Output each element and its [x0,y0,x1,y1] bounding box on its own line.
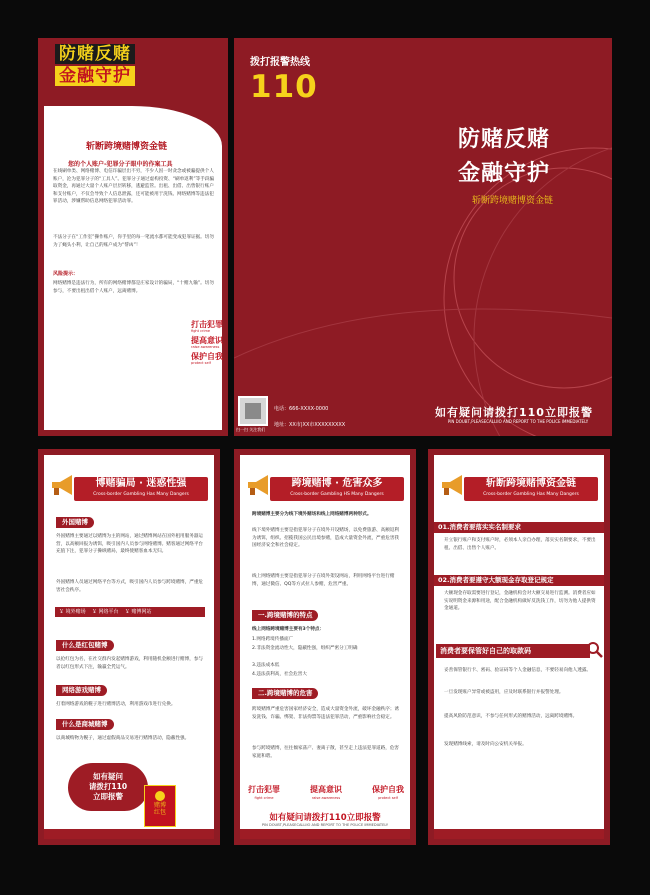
megaphone-icon [438,471,466,499]
section-large-cash: 02.消费者要遵守大额现金存取登记规定 [434,575,604,586]
megaphone-icon [48,471,76,499]
intro-text: 跨境赌博主要分为线下境外赌场和线上网络赌博两种形式。 [252,512,372,517]
section-text: 大额现金存取需要进行登记，金融机构会对大额交易进行监测。消费者应如实说明资金来源和用途，配合金融机构做好反洗钱工作，切勿为他人提供资金通道。 [444,591,596,612]
section-harms: 二.跨境赌博的危害 [252,688,318,699]
hotline-label: 拨打报警热线 [250,57,310,68]
report-call-en: PIN DOUBT,PLEASECALLIIO AND REPORT TO THE POLICE IMMEDIATELY [261,823,389,827]
band-item: ￥ 境外赌场 [59,609,86,615]
header-title: 斩断跨境赌博资金链 [486,478,576,489]
red-envelope-icon [144,785,176,827]
section-foreign-gambling: 外国赌博 [56,517,94,528]
contact-address: 地址：XX市|XX市XXXXXXXXX [274,422,346,428]
section-text: 以抢红包为名，在社交群内发起赌博游戏，利用随机金额进行赌博，参与者以红包形式下注，输赢全凭运气。 [56,657,204,670]
report-call: 如有疑问请拨打110立即报警 [269,813,381,823]
qr-caption: 扫一扫 关注我们 [236,427,266,432]
tag-en: raise awareness [311,796,341,800]
band-item: ￥ 赌博网站 [124,609,152,615]
front-left-subtitle: 斩断跨境赌博资金链 [86,142,168,152]
great-wall-decoration [240,829,410,839]
section-real-name: 01.消费者要落实实名制要求 [434,522,604,533]
cover-title-line1: 防赌反赌 [458,127,551,152]
para-text: 参与跨境赌博，往往倾家荡产、妻离子散，甚至走上违法犯罪道路，危害家庭和谐。 [252,746,400,759]
header-title: 跨境赌博 · 危害众多 [291,478,383,489]
section-text: 妥善保管银行卡、密码、验证码等个人金融信息，不要轻易向他人透露。 [444,668,592,673]
front-left-subhead: 风险提示： [53,271,79,277]
panel-body [434,455,604,839]
section-text: 开立银行账户和支付账户时，必须本人亲自办理，落实实名制要求，不要出租、出借、出售个人账户。 [444,538,596,551]
cover-title [458,123,550,191]
cover-title-line2: 金融守护 [458,161,551,186]
panel-header [44,469,214,507]
tag-cn: 保护自我 [191,352,223,361]
section-features: 一.跨境赌博的特点 [252,610,318,621]
front-left-body [44,106,222,430]
section-mall-gambling: 什么是商城赌博 [56,719,114,730]
section-red-packet: 什么是红包赌博 [56,640,114,651]
tag-fight-crime [191,320,223,334]
great-wall-decoration [44,829,214,839]
front-left-section-heading: 您的个人账户-犯罪分子眼中的作案工具 [68,161,173,168]
tag-raise-awareness [310,785,342,803]
section-text: 提高风险防范意识，不参与任何形式的赌博活动，远离跨境赌博。 [444,714,578,719]
point-item: 2.非法资金流动性大，隐蔽性强，组织严密分工明确 [252,646,358,651]
money-band [55,607,205,617]
envelope-text: 赌博 [153,802,166,809]
report-call: 如有疑问请拨打110立即报警 [435,406,593,419]
title-line2: 金融守护 [55,66,135,86]
front-left-panel [38,38,228,436]
tag-cn: 打击犯罪 [248,785,280,794]
header-title: 博赌骗局 · 迷惑性强 [95,478,187,489]
header-bar [74,477,208,501]
point-item: 4.违法获利高，社会危害大 [252,672,307,677]
tag-en: protect self [191,361,211,365]
cover-subtitle: 斩断跨境赌博资金链 [472,196,554,206]
magnifier-icon [586,641,604,659]
tag-fight-crime [248,785,280,803]
band-item: ￥ 网络平台 [91,609,119,615]
tag-en: protect self [378,796,398,800]
hotline-number: 110 [250,69,318,105]
tag-cn: 打击犯罪 [191,320,223,329]
front-left-para3: 网络赌博是违法行为，所有的网络赌博都是庄家设计的骗局，“十赌九输”。切勿参与，不要出租出借个人账户，远离赌博。 [53,281,214,294]
section-withdrawal-code: 消费者要保管好自己的取款码 [436,644,590,658]
bubble-line: 如有疑问 [93,772,123,781]
section-text: 打着网络游戏的幌子进行赌博活动，利用游戏币进行兑换。 [56,702,176,707]
slogan-tags [248,785,404,803]
section-text: 以商城购物为幌子，通过虚假商品交易进行赌博活动，隐蔽性强。 [56,736,190,741]
call-110-bubble [68,763,148,811]
section-game-gambling: 网络游戏赌博 [56,685,107,696]
bubble-line: 立即报警 [93,792,123,801]
header-title-en: Cross-border Gambling Has Many Dangers [483,492,579,497]
envelope-text: 红包 [153,809,166,816]
contact-phone: 电话：666-XXXX-0000 [274,406,329,412]
inner-panel-2 [234,449,416,845]
tag-raise-awareness [191,336,223,350]
panel-header [240,469,410,507]
tag-en: raise awareness [191,345,220,349]
inner-panel-1 [38,449,220,845]
point-item: 3.违法成本低 [252,663,280,668]
section-text: 外国赌博主要通过以赌博为主的网站，通过赌博网站在国外租用服务器运营，以高额回报为诱饵，吸引国内人员参与网络赌博。赌客通过网络平台充值下注，犯罪分子操纵赌局，最终使赌客血本无归。 [56,534,204,555]
front-left-title [55,44,135,88]
bubble-line: 请拨打110 [88,782,128,791]
tag-protect-self [191,352,223,366]
header-bar [464,477,598,501]
section-text: 发现赌博线索，请及时向公安机关举报。 [444,742,527,747]
report-call-en: PIN DOUBT,PLEASECALLIIO AND REPORT TO THE POLICE IMMEDIATELY [447,419,589,424]
great-wall-decoration [434,829,604,839]
para-text: 线上网络赌博主要是指犯罪分子在境外架设网站，利用网络平台进行赌博，通过微信、QQ等方式拉人参赌，危害严重。 [252,574,395,587]
panel-body [44,455,214,839]
header-bar [270,477,404,501]
tag-cn: 保护自我 [372,785,404,794]
tag-cn: 提高意识 [310,785,342,794]
header-title-en: Cross-border Gambling HS Many Dangers [290,492,384,497]
megaphone-icon [244,471,272,499]
front-left-para2: 不法分子在“工作室”操作账户，你手里的每一笔流水都可能变成犯罪证据。切勿为了蝇头小利，让自己的账户成为“帮凶”！ [53,235,214,248]
inner-panel-3 [428,449,610,845]
section-text: 一旦发现账户异常或被盗用，应及时联系银行并报警处理。 [444,690,564,695]
tag-en: fight crime [254,796,274,800]
para-text: 线下境外赌博主要是指犯罪分子在境外开设赌场，以免费旅游、高额返利为诱饵，组织、招揽我国公民出境参赌，造成大量资金外流，严重危害我国经济安全和社会稳定。 [252,528,400,549]
panel-header [434,469,604,507]
front-right-panel [234,38,612,436]
section-text: 外国赌博人员通过网络平台等方式，吸引国内人员参与跨境赌博，严重危害社会秩序。 [56,580,204,593]
qr-code [238,396,268,426]
section-intro: 线上网络跨境赌博主要有3个特点： [252,627,325,632]
title-line1: 防赌反赌 [55,44,135,64]
para-text: 跨境赌博严重危害国家经济安全，造成大量资金外流，破坏金融秩序；诱发洗钱、诈骗、绑架、非法拘禁等违法犯罪活动，严重影响社会稳定。 [252,707,400,720]
tag-protect-self [372,785,404,803]
header-title-en: Cross-border Gambling Has Many Dangers [93,492,189,497]
point-item: 1.网络跨境传播面广 [252,637,294,642]
tag-cn: 提高意识 [191,336,223,345]
tag-en: fight crime [191,329,211,333]
panel-body [240,455,410,839]
front-left-para1: 在线刷单类、网络赌博、电信诈骗层出不穷，不少人因一时贪念或被骗提供个人账户，沦为犯罪分子的“工具人”。犯罪分子通过虚构投资、“刷单返利”等手段骗取资金，再通过大量个人账户层层转移，逃避监管。出租、出借、出售银行账户和支付账户，不仅会导致个人信息泄露，还可能被用于洗钱、网络赌博等违法犯罪活动，涉嫌帮助信息网络犯罪活动罪。 [53,169,215,205]
